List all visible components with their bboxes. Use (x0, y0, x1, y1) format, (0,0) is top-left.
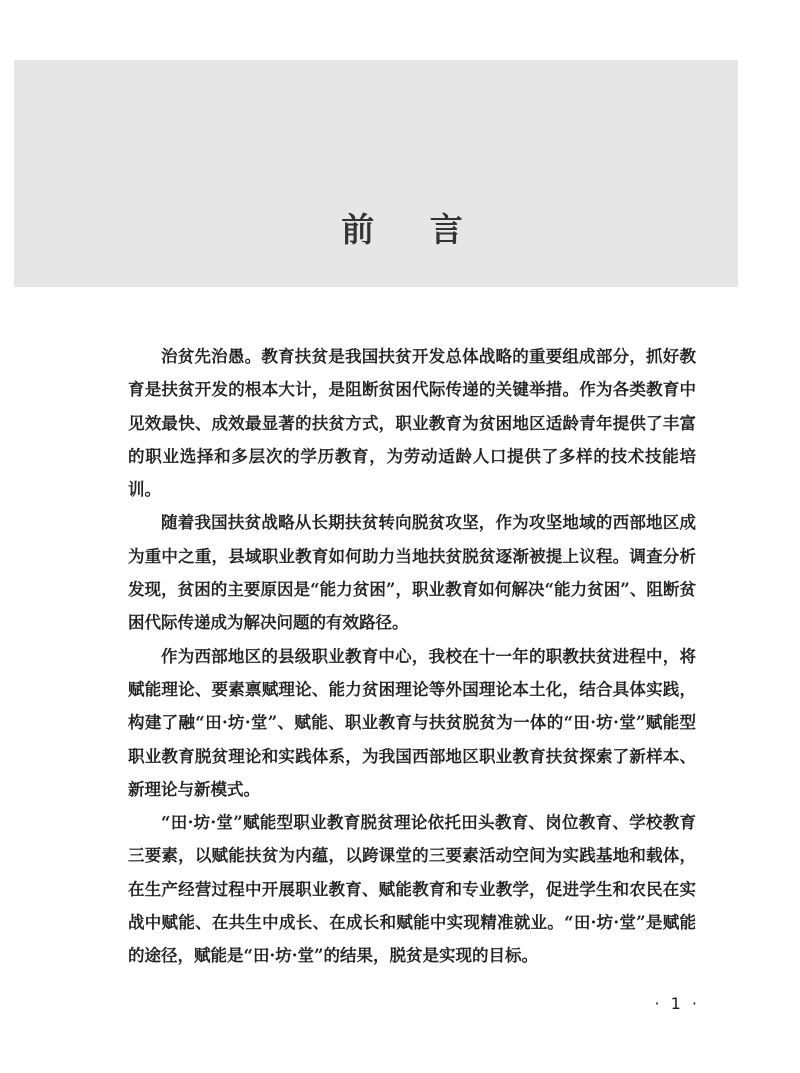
page-title: 前 言 (341, 210, 485, 249)
paragraph: “田·坊·堂”赋能型职业教育脱贫理论依托田头教育、岗位教育、学校教育三要素，以赋能扶贫为内蕴，以跨课堂的三要素活动空间为实践基地和载体，在生产经营过程中开展职业教育、赋能教育和专业教学，促进学生和农民在实战中赋能、在共生中成长、在成长和赋能中实现精准就业。“田·坊·堂”是赋能的途径，赋能是“田·坊·堂”的结果，脱贫是实现的目标。 (128, 813, 696, 966)
paragraph: 随着我国扶贫战略从长期扶贫转向脱贫攻坚，作为攻坚地域的西部地区成为重中之重，县域职业教育如何助力当地扶贫脱贫逐渐被提上议程。调查分析发现，贫困的主要原因是“能力贫困”，职业教育如何解决“能力贫困”、阻断贫困代际传递成为解决问题的有效路径。 (128, 513, 696, 633)
preface-body (128, 340, 696, 973)
paragraph: 作为西部地区的县级职业教育中心，我校在十一年的职教扶贫进程中，将赋能理论、要素禀赋理论、能力贫困理论等外国理论本土化，结合具体实践，构建了融“田·坊·堂”、赋能、职业教育与扶贫脱贫为一体的“田·坊·堂”赋能型职业教育脱贫理论和实践体系，为我国西部地区职业教育扶贫探索了新样本、新理论与新模式。 (128, 646, 696, 799)
page-number: · 1 · (654, 994, 700, 1013)
header-band (14, 60, 738, 287)
paragraph: 治贫先治愚。教育扶贫是我国扶贫开发总体战略的重要组成部分，抓好教育是扶贫开发的根本大计，是阻断贫困代际传递的关键举措。作为各类教育中见效最快、成效最显著的扶贫方式，职业教育为贫困地区适龄青年提供了丰富的职业选择和多层次的学历教育，为劳动适龄人口提供了多样的技术技能培训。 (128, 347, 696, 500)
